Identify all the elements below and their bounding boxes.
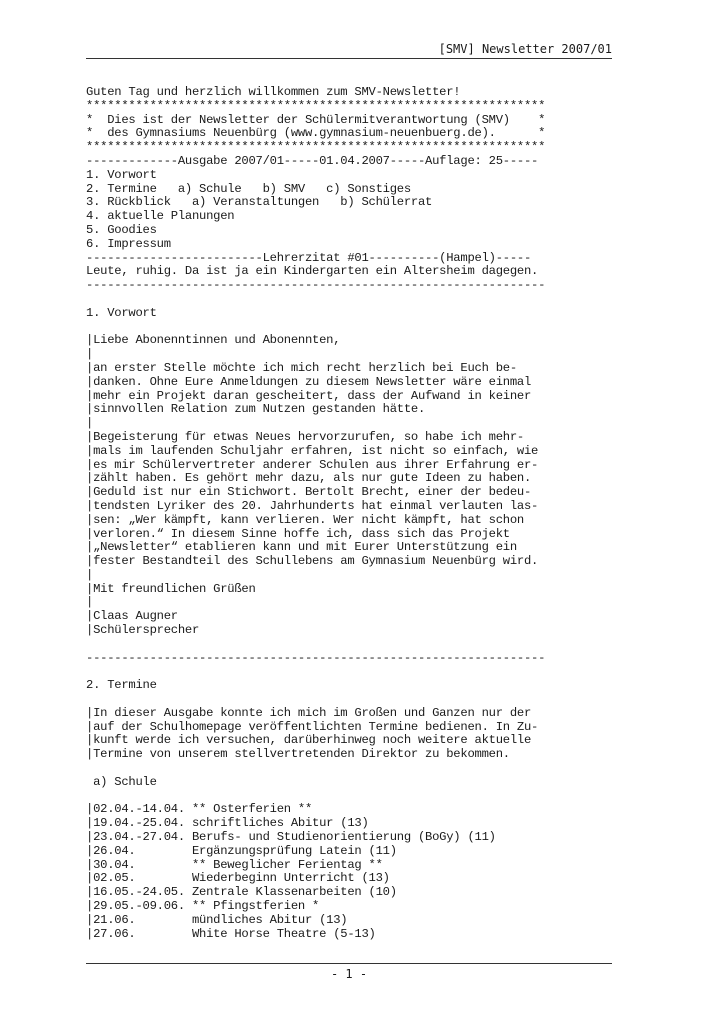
text-line: ***************************************************************** — [86, 140, 546, 155]
text-line: 4. aktuelle Planungen — [86, 209, 235, 224]
text-line: |tendsten Lyriker des 20. Jahrhunderts hat einmal verlauten las- — [86, 498, 539, 513]
text-line: ***************************************************************** — [86, 98, 546, 113]
text-line: |21.06. mündliches Abitur (13) — [86, 912, 348, 927]
text-line: |Claas Augner — [86, 609, 178, 624]
footer-divider — [86, 963, 612, 964]
text-line — [86, 762, 626, 776]
text-line — [86, 665, 626, 679]
text-line: 6. Impressum — [86, 236, 171, 251]
header-divider — [86, 58, 612, 59]
text-line: 1. Vorwort — [86, 167, 157, 182]
text-line: |verloren.“ In diesem Sinne hoffe ich, dass sich das Projekt — [86, 526, 510, 541]
text-line: |sinnvollen Relation zum Nutzen gestanden hätte. — [86, 402, 426, 417]
text-line: 1. Vorwort — [86, 305, 157, 320]
text-line: | — [86, 595, 94, 610]
text-line: |Schülersprecher — [86, 623, 200, 638]
text-line: 5. Goodies — [86, 222, 157, 237]
text-line: |02.04.-14.04. ** Osterferien ** — [86, 802, 313, 817]
text-line — [86, 790, 626, 804]
text-line: |Termine von unserem stellvertretenden Direktor zu bekommen. — [86, 747, 510, 762]
text-line: |16.05.-24.05. Zentrale Klassenarbeiten (10) — [86, 885, 397, 900]
text-line: |mehr ein Projekt daran gescheitert, dass der Aufwand in keiner — [86, 388, 532, 403]
text-line: |zählt haben. Es gehört mehr dazu, als nur gute Ideen zu haben. — [86, 471, 532, 486]
text-line: Leute, ruhig. Da ist ja ein Kindergarten ein Altersheim dagegen. — [86, 264, 539, 279]
text-line: |sen: „Wer kämpft, kann verlieren. Wer nicht kämpft, hat schon — [86, 512, 524, 527]
text-line: |23.04.-27.04. Berufs- und Studienorientierung (BoGy) (11) — [86, 830, 496, 845]
text-line: |Begeisterung für etwas Neues hervorzurufen, so habe ich mehr- — [86, 429, 524, 444]
text-line: Guten Tag und herzlich willkommen zum SMV-Newsletter! — [86, 85, 461, 99]
text-line — [86, 693, 626, 707]
text-line: -------------Ausgabe 2007/01-----01.04.2007-----Auflage: 25----- — [86, 153, 539, 168]
text-line — [86, 638, 626, 652]
text-line: |Geduld ist nur ein Stichwort. Bertolt Brecht, einer der bedeu- — [86, 485, 532, 500]
newsletter-body — [86, 86, 626, 941]
text-line: 3. Rückblick a) Veranstaltungen b) Schülerrat — [86, 195, 433, 210]
text-line: |02.05. Wiederbeginn Unterricht (13) — [86, 871, 390, 886]
text-line: |an erster Stelle möchte ich mich recht herzlich bei Euch be- — [86, 360, 517, 375]
text-line: ----------------------------------------------------------------- — [86, 278, 546, 293]
text-line: 2. Termine a) Schule b) SMV c) Sonstiges — [86, 181, 411, 196]
text-line: |mals im laufenden Schuljahr erfahren, ist nicht so einfach, wie — [86, 443, 539, 458]
text-line: * des Gymnasiums Neuenbürg (www.gymnasium-neuenbuerg.de). * — [86, 126, 546, 141]
text-line: |26.04. Ergänzungsprüfung Latein (11) — [86, 843, 397, 858]
text-line: | — [86, 567, 94, 582]
text-line: a) Schule — [86, 774, 157, 789]
text-line: |30.04. ** Beweglicher Ferientag ** — [86, 857, 383, 872]
page-number: - 1 - — [330, 967, 368, 981]
text-line: |19.04.-25.04. schriftliches Abitur (13) — [86, 816, 369, 831]
text-line: ----------------------------------------------------------------- — [86, 650, 546, 665]
text-line — [86, 321, 626, 335]
text-line: -------------------------Lehrerzitat #01----------(Hampel)----- — [86, 250, 532, 265]
text-line: |29.05.-09.06. ** Pfingstferien * — [86, 899, 320, 914]
text-line — [86, 293, 626, 307]
text-line: * Dies ist der Newsletter der Schülermitverantwortung (SMV) * — [86, 112, 546, 127]
text-line: |Mit freundlichen Grüßen — [86, 581, 256, 596]
text-line: |„Newsletter“ etablieren kann und mit Eurer Unterstützung ein — [86, 540, 517, 555]
text-line: |es mir Schülervertreter anderer Schulen aus ihrer Erfahrung er- — [86, 457, 539, 472]
text-line: |fester Bestandteil des Schullebens am Gymnasium Neuenbürg wird. — [86, 554, 539, 569]
text-line: |Liebe Abonenntinnen und Abonennten, — [86, 333, 341, 348]
text-line: |In dieser Ausgabe konnte ich mich im Großen und Ganzen nur der — [86, 705, 532, 720]
text-line: |danken. Ohne Eure Anmeldungen zu diesem Newsletter wäre einmal — [86, 374, 532, 389]
text-line: |kunft werde ich versuchen, darüberhinweg noch weitere aktuelle — [86, 733, 532, 748]
text-line: | — [86, 347, 94, 362]
text-line: 2. Termine — [86, 678, 157, 693]
page-header-title: [SMV] Newsletter 2007/01 — [438, 42, 612, 56]
text-line: | — [86, 416, 94, 431]
text-line: |27.06. White Horse Theatre (5-13) — [86, 926, 376, 941]
text-line: |auf der Schulhomepage veröffentlichten Termine bedienen. In Zu- — [86, 719, 539, 734]
